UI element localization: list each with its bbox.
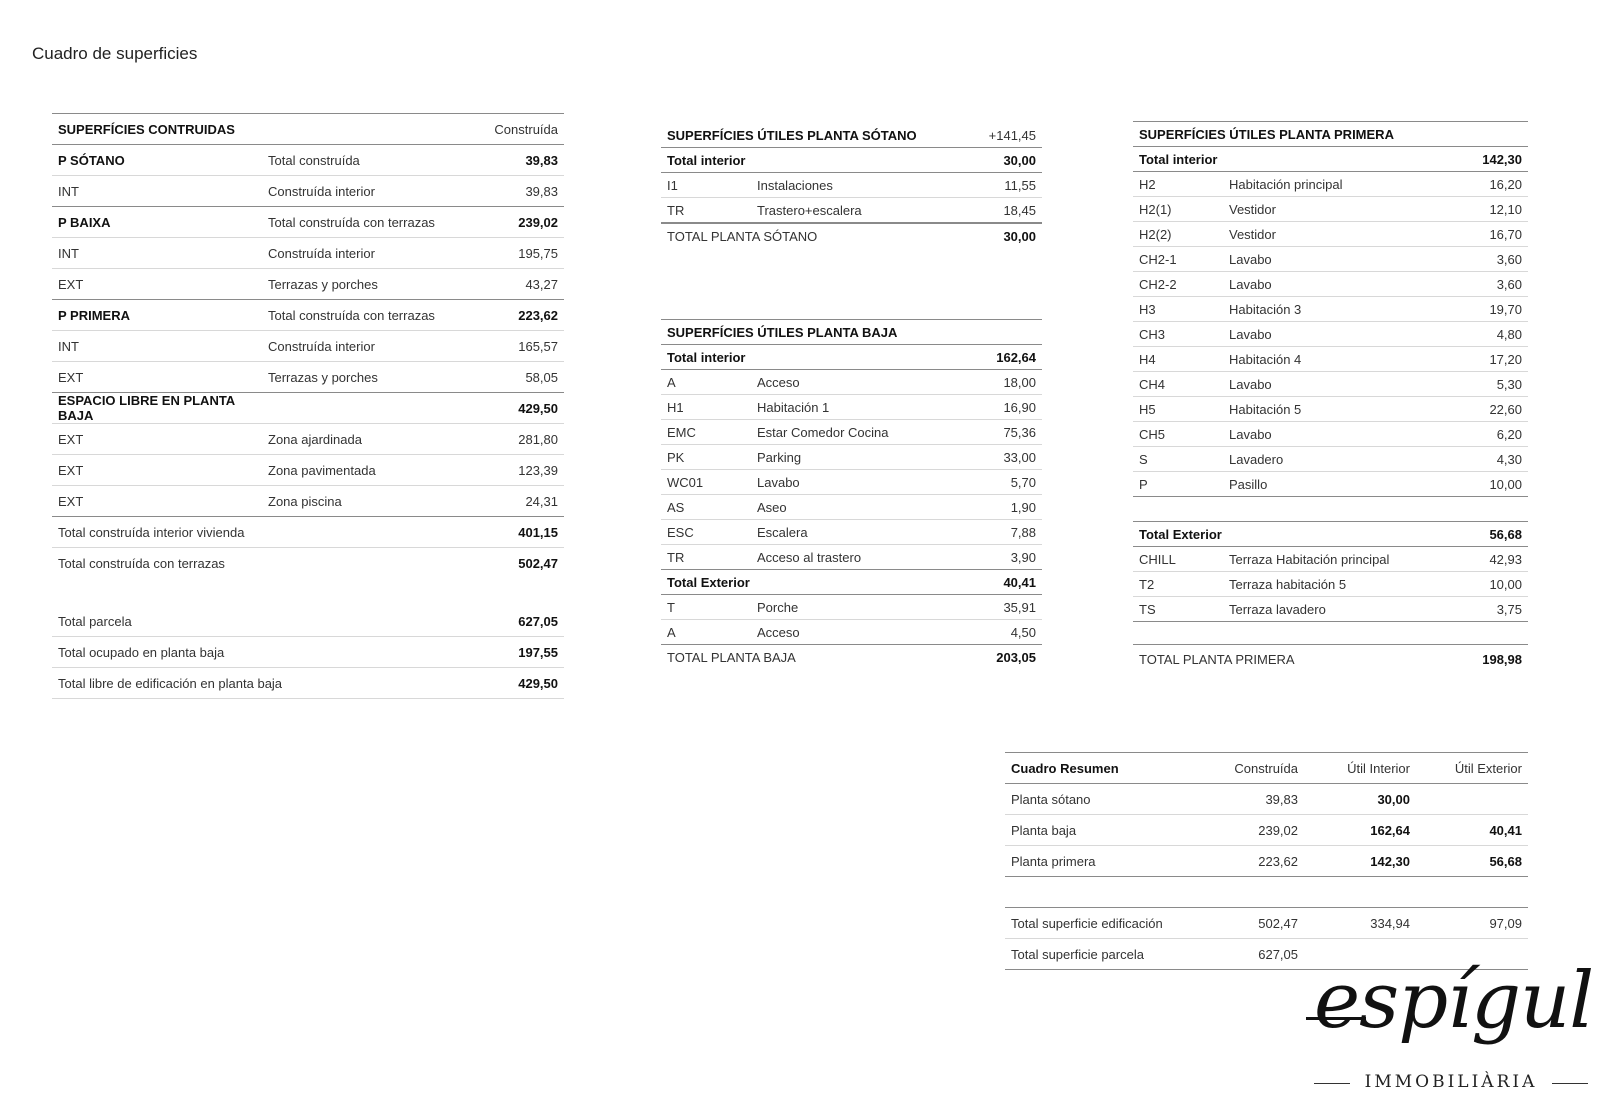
- table-header: [52, 113, 564, 145]
- parcela-label: Total libre de edificación en planta baja: [58, 675, 283, 691]
- cell-value: 3,60: [1496, 276, 1522, 292]
- cell-value: 165,57: [518, 338, 558, 354]
- cell-name: Vestidor: [1229, 201, 1276, 217]
- table-row: [661, 445, 1042, 470]
- summary-util-interior: 142,30: [1370, 853, 1410, 869]
- cell-code: TR: [667, 202, 685, 218]
- cell-value: 43,27: [525, 276, 558, 292]
- total-row: [52, 548, 564, 578]
- cell-description: Construída interior: [268, 338, 375, 354]
- logo-wordmark: espígul: [1314, 956, 1594, 1046]
- table-row: [52, 455, 564, 486]
- cell-code: H5: [1139, 401, 1156, 417]
- summary-construida: 223,62: [1258, 853, 1298, 869]
- cell-value: 429,50: [518, 400, 558, 416]
- table-row: [661, 520, 1042, 545]
- cell-description: Total construída con terrazas: [268, 214, 435, 230]
- table-row: [661, 545, 1042, 570]
- cell-name: Habitación 5: [1229, 401, 1302, 417]
- header-value: +141,45: [988, 127, 1036, 143]
- cell-value: 4,80: [1496, 326, 1522, 342]
- summary-construida: 239,02: [1258, 822, 1298, 838]
- cell-code: INT: [58, 338, 79, 354]
- table-row: [52, 176, 564, 207]
- cell-value: 239,02: [518, 214, 558, 230]
- cell-value: 1,90: [1010, 499, 1036, 515]
- summary-total-util-interior: 334,94: [1370, 915, 1410, 931]
- summary-util-exterior: 40,41: [1489, 822, 1522, 838]
- total-value: 401,15: [518, 524, 558, 540]
- cell-code: CH2-2: [1139, 276, 1177, 292]
- logo-divider: [1552, 1083, 1588, 1084]
- table-row: [1005, 784, 1528, 815]
- table-row: [52, 269, 564, 300]
- cell-code: CH4: [1139, 376, 1166, 392]
- cell-name: Vestidor: [1229, 226, 1276, 242]
- summary-util-interior: 30,00: [1377, 791, 1410, 807]
- total-row: [1133, 644, 1528, 673]
- summary-construida: 39,83: [1265, 791, 1298, 807]
- cell-code: EMC: [667, 424, 696, 440]
- cell-value: 39,83: [525, 152, 558, 168]
- cell-name: Habitación 3: [1229, 301, 1302, 317]
- table-row: [1133, 422, 1528, 447]
- table-row: [1005, 815, 1528, 846]
- cell-name: Lavabo: [1229, 251, 1272, 267]
- table-row: [1133, 272, 1528, 297]
- cell-name: Terraza Habitación principal: [1229, 551, 1390, 567]
- table-title: SUPERFÍCIES CONTRUIDAS: [58, 121, 235, 137]
- total-label: TOTAL PLANTA BAJA: [667, 649, 796, 665]
- parcela-row: [52, 668, 564, 699]
- cell-value: 6,20: [1496, 426, 1522, 442]
- table-title: SUPERFÍCIES ÚTILES PLANTA SÓTANO: [667, 127, 917, 143]
- cell-code: A: [667, 374, 676, 390]
- table-row: [1133, 597, 1528, 622]
- cell-code: EXT: [58, 462, 84, 478]
- utiles-primera-table: [1133, 121, 1528, 673]
- table-row: [1133, 297, 1528, 322]
- cell-description: Construída interior: [268, 183, 375, 199]
- cell-value: 3,75: [1496, 601, 1522, 617]
- cell-value: 75,36: [1003, 424, 1036, 440]
- table-row: [661, 395, 1042, 420]
- cell-code: CH2-1: [1139, 251, 1177, 267]
- cell-value: 11,55: [1004, 177, 1036, 193]
- cell-code: ESC: [667, 524, 694, 540]
- cell-description: Total construída con terrazas: [268, 307, 435, 323]
- table-row: [1133, 572, 1528, 597]
- cell-name: Acceso: [757, 374, 800, 390]
- cell-name: Parking: [757, 449, 802, 465]
- subtotal-row: [1133, 521, 1528, 547]
- table-row: [1133, 222, 1528, 247]
- summary-util-interior: 162,64: [1370, 822, 1410, 838]
- cell-code: H3: [1139, 301, 1156, 317]
- cell-value: 12,10: [1489, 201, 1522, 217]
- cell-code: EXT: [58, 369, 84, 385]
- total-row: [661, 645, 1042, 669]
- subtotal-value: 30,00: [1003, 152, 1036, 168]
- total-label: TOTAL PLANTA PRIMERA: [1139, 651, 1295, 667]
- espigul-logo: [1306, 956, 1596, 1096]
- subtotal-value: 162,64: [996, 349, 1036, 365]
- table-row: [1133, 322, 1528, 347]
- cell-code: P SÓTANO: [58, 152, 125, 168]
- cell-value: 281,80: [518, 431, 558, 447]
- cell-value: 3,60: [1496, 251, 1522, 267]
- cell-code: H1: [667, 399, 684, 415]
- cell-name: Estar Comedor Cocina: [757, 424, 889, 440]
- cell-code: TR: [667, 549, 685, 565]
- table-row: [52, 331, 564, 362]
- table-row: [52, 207, 564, 238]
- cell-value: 35,91: [1003, 599, 1036, 615]
- cuadro-resumen-table: [1005, 752, 1528, 970]
- table-row: [1005, 846, 1528, 877]
- cell-code: CHILL: [1139, 551, 1176, 567]
- table-title: SUPERFÍCIES ÚTILES PLANTA PRIMERA: [1139, 126, 1394, 142]
- parcela-value: 429,50: [518, 675, 558, 691]
- cell-code: AS: [667, 499, 685, 515]
- summary-total-row: [1005, 907, 1528, 939]
- table-row: [661, 173, 1042, 198]
- table-row: [52, 393, 564, 424]
- cell-name: Aseo: [757, 499, 787, 515]
- cell-description: Construída interior: [268, 245, 375, 261]
- summary-total-label: Total superficie edificación: [1011, 915, 1163, 931]
- cell-description: Zona ajardinada: [268, 431, 362, 447]
- cell-code: I1: [667, 177, 678, 193]
- subtotal-row: [661, 147, 1042, 173]
- cell-code: S: [1139, 451, 1148, 467]
- cell-name: Terraza habitación 5: [1229, 576, 1347, 592]
- cell-value: 19,70: [1489, 301, 1522, 317]
- cell-value: 4,30: [1496, 451, 1522, 467]
- cell-value: 5,30: [1496, 376, 1522, 392]
- cell-value: 3,90: [1010, 549, 1036, 565]
- table-row: [661, 620, 1042, 645]
- logo-subtitle: IMMOBILIÀRIA: [1364, 1072, 1538, 1092]
- parcela-row: [52, 606, 564, 637]
- cell-name: Acceso: [757, 624, 800, 640]
- table-title: SUPERFÍCIES ÚTILES PLANTA BAJA: [667, 324, 898, 340]
- total-label: Total construída interior vivienda: [58, 524, 245, 540]
- total-value: 203,05: [996, 649, 1036, 665]
- cell-code: INT: [58, 183, 79, 199]
- parcela-label: Total parcela: [58, 613, 132, 629]
- column-header: Construída: [494, 121, 558, 137]
- cell-name: Habitación 1: [757, 399, 830, 415]
- table-row: [1133, 197, 1528, 222]
- cell-value: 58,05: [525, 369, 558, 385]
- table-header: [661, 123, 1042, 147]
- cell-value: 18,45: [1003, 202, 1036, 218]
- cell-code: TS: [1139, 601, 1156, 617]
- cell-name: Pasillo: [1229, 476, 1268, 492]
- subtotal-label: Total interior: [667, 349, 746, 365]
- cell-name: Lavadero: [1229, 451, 1284, 467]
- table-row: [52, 300, 564, 331]
- table-row: [52, 145, 564, 176]
- utiles-sotano-table: [661, 123, 1042, 248]
- cell-code: EXT: [58, 431, 84, 447]
- total-value: 198,98: [1482, 651, 1522, 667]
- total-label: TOTAL PLANTA SÓTANO: [667, 228, 818, 244]
- cell-code: INT: [58, 245, 79, 261]
- table-row: [1133, 347, 1528, 372]
- cell-name: Instalaciones: [757, 177, 833, 193]
- subtotal-value: 40,41: [1003, 574, 1036, 590]
- table-row: [52, 238, 564, 269]
- cell-value: 4,50: [1010, 624, 1036, 640]
- cell-code: H2(1): [1139, 201, 1172, 217]
- subtotal-value: 142,30: [1482, 151, 1522, 167]
- cell-code: CH3: [1139, 326, 1166, 342]
- subtotal-row: [661, 344, 1042, 370]
- column-header: Útil Interior: [1347, 760, 1410, 776]
- cell-code: T2: [1139, 576, 1155, 592]
- cell-value: 223,62: [518, 307, 558, 323]
- total-row: [661, 223, 1042, 248]
- subtotal-label: Total interior: [1139, 151, 1218, 167]
- table-row: [1133, 172, 1528, 197]
- subtotal-value: 56,68: [1489, 526, 1522, 542]
- subtotal-label: Total Exterior: [667, 574, 750, 590]
- table-row: [661, 595, 1042, 620]
- total-label: Total construída con terrazas: [58, 555, 225, 571]
- cell-value: 22,60: [1489, 401, 1522, 417]
- summary-label: Planta primera: [1011, 853, 1096, 869]
- superficies-construidas-table: [52, 113, 564, 699]
- parcela-label: Total ocupado en planta baja: [58, 644, 225, 660]
- subtotal-row: [661, 570, 1042, 595]
- cell-code: CH5: [1139, 426, 1166, 442]
- subtotal-label: Total interior: [667, 152, 746, 168]
- cell-code: P PRIMERA: [58, 307, 130, 323]
- cell-code: P: [1139, 476, 1148, 492]
- subtotal-label: Total Exterior: [1139, 526, 1222, 542]
- summary-label: Planta sótano: [1011, 791, 1091, 807]
- cell-name: Acceso al trastero: [757, 549, 862, 565]
- cell-value: 7,88: [1010, 524, 1036, 540]
- parcela-value: 197,55: [518, 644, 558, 660]
- cell-code: P BAIXA: [58, 214, 111, 230]
- table-row: [1133, 372, 1528, 397]
- summary-total-util-exterior: 97,09: [1489, 915, 1522, 931]
- total-row: [52, 517, 564, 548]
- summary-total-construida: 502,47: [1258, 915, 1298, 931]
- cell-value: 10,00: [1489, 476, 1522, 492]
- column-header: Útil Exterior: [1454, 760, 1522, 776]
- cell-value: 33,00: [1003, 449, 1036, 465]
- cell-value: 123,39: [518, 462, 558, 478]
- cell-name: Habitación 4: [1229, 351, 1302, 367]
- table-row: [1133, 447, 1528, 472]
- table-row: [661, 198, 1042, 223]
- summary-label: Planta baja: [1011, 822, 1077, 838]
- table-row: [52, 362, 564, 393]
- cell-code: EXT: [58, 493, 84, 509]
- summary-total-label: Total superficie parcela: [1011, 946, 1144, 962]
- cell-value: 16,90: [1003, 399, 1036, 415]
- cell-description: Zona pavimentada: [268, 462, 376, 478]
- cell-value: 16,70: [1489, 226, 1522, 242]
- cell-value: 16,20: [1489, 176, 1522, 192]
- total-value: 502,47: [518, 555, 558, 571]
- cell-code: A: [667, 624, 676, 640]
- table-row: [661, 420, 1042, 445]
- cell-description: Terrazas y porches: [268, 276, 378, 292]
- table-row: [1133, 547, 1528, 572]
- page-title: Cuadro de superficies: [32, 44, 198, 63]
- cell-name: Lavabo: [757, 474, 800, 490]
- cell-value: 5,70: [1010, 474, 1036, 490]
- table-header: [661, 319, 1042, 344]
- column-header: Construída: [1234, 760, 1298, 776]
- cell-value: 17,20: [1489, 351, 1522, 367]
- cell-value: 18,00: [1003, 374, 1036, 390]
- cell-name: Lavabo: [1229, 376, 1272, 392]
- cell-code: EXT: [58, 276, 84, 292]
- cell-code: H2(2): [1139, 226, 1172, 242]
- cell-code: H2: [1139, 176, 1156, 192]
- cell-description: Terrazas y porches: [268, 369, 378, 385]
- table-row: [661, 370, 1042, 395]
- cell-value: 42,93: [1489, 551, 1522, 567]
- parcela-value: 627,05: [518, 613, 558, 629]
- cell-name: Habitación principal: [1229, 176, 1343, 192]
- utiles-baja-table: [661, 319, 1042, 669]
- table-header: [1005, 752, 1528, 784]
- cell-value: 195,75: [518, 245, 558, 261]
- cell-code: ESPACIO LIBRE EN PLANTA BAJA: [58, 393, 235, 423]
- cell-code: H4: [1139, 351, 1156, 367]
- table-row: [1133, 397, 1528, 422]
- cell-code: T: [667, 599, 675, 615]
- table-header: [1133, 121, 1528, 146]
- cell-value: 39,83: [525, 183, 558, 199]
- cell-name: Lavabo: [1229, 326, 1272, 342]
- table-row: [52, 486, 564, 517]
- table-row: [661, 495, 1042, 520]
- cell-code: PK: [667, 449, 685, 465]
- subtotal-row: [1133, 146, 1528, 172]
- table-row: [661, 470, 1042, 495]
- cell-name: Lavabo: [1229, 276, 1272, 292]
- parcela-row: [52, 637, 564, 668]
- cell-name: Escalera: [757, 524, 808, 540]
- cell-description: Zona piscina: [268, 493, 342, 509]
- cell-code: WC01: [667, 474, 704, 490]
- cell-name: Terraza lavadero: [1229, 601, 1326, 617]
- summary-util-exterior: 56,68: [1489, 853, 1522, 869]
- table-row: [52, 424, 564, 455]
- cell-value: 10,00: [1489, 576, 1522, 592]
- total-value: 30,00: [1003, 228, 1036, 244]
- table-row: [1133, 472, 1528, 497]
- cell-name: Lavabo: [1229, 426, 1272, 442]
- summary-total-construida: 627,05: [1258, 946, 1298, 962]
- table-title: Cuadro Resumen: [1011, 760, 1119, 776]
- table-row: [1133, 247, 1528, 272]
- cell-description: Total construída: [268, 152, 360, 168]
- cell-name: Trastero+escalera: [757, 202, 862, 218]
- cell-name: Porche: [757, 599, 799, 615]
- cell-value: 24,31: [525, 493, 558, 509]
